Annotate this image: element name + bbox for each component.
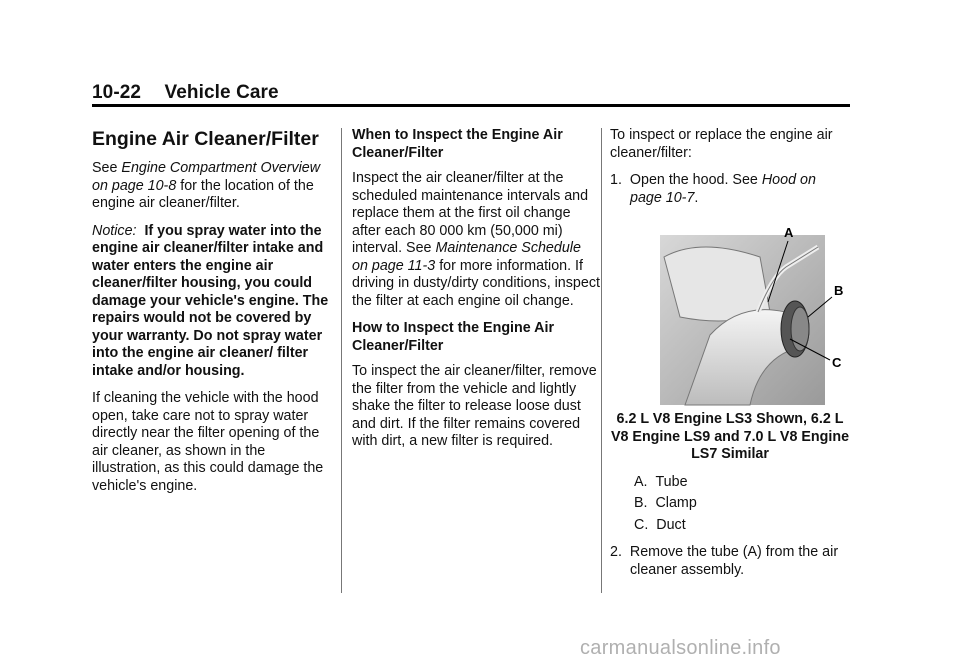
notice-paragraph (92, 223, 329, 381)
step-1 (610, 172, 850, 207)
page-number: 10-22 (92, 82, 142, 103)
cross-reference-link[interactable]: Maintenance Schedule on page 11-3 (352, 240, 581, 274)
callout-b: B (834, 283, 844, 298)
legend-list (610, 474, 850, 535)
callout-c: C (832, 355, 842, 370)
subheading-how-to-inspect: How to Inspect the Engine Air Cleaner/Filter (352, 320, 555, 354)
text-run: Inspect the air cleaner/filter at the scheduled maintenance intervals and replace them at the first oil change after each 80 000 km (50,000 mi) interval. See (352, 170, 589, 256)
column-divider-2 (601, 128, 602, 593)
step-text: Remove the tube (A) from the air cleaner assembly. (629, 544, 839, 578)
illustration-svg (640, 217, 850, 407)
inspect-interval-paragraph (352, 170, 600, 310)
how-to-inspect-paragraph: To inspect the air cleaner/filter, remove the filter from the vehicle and lightly shake the filter to release loose dust and dirt. If the filter remains covered with dirt, a new filter is required. (352, 363, 597, 449)
chapter-title: Vehicle Care (164, 82, 279, 103)
legend-label: Tube (655, 473, 688, 490)
legend-label: Duct (656, 516, 686, 533)
legend-key: C. (634, 516, 649, 533)
cross-reference-link[interactable]: Engine Compartment Overview on page 10-8 (92, 160, 321, 194)
section-title: Engine Air Cleaner/Filter (92, 128, 319, 150)
column-1 (92, 126, 329, 505)
intro-paragraph (92, 160, 329, 213)
column-3 (610, 127, 850, 589)
cleaning-paragraph: If cleaning the vehicle with the hood open, take care not to spray water directly near the filter opening of the air cleaner, as shown in the illustration, as this could damage the vehicle's engine. (92, 390, 324, 494)
legend-key: B. (634, 495, 648, 511)
legend-item-c (610, 517, 850, 535)
subheading-when-to-inspect: When to Inspect the Engine Air Cleaner/Filter (352, 127, 563, 161)
airbox-housing (664, 247, 770, 321)
legend-label: Clamp (655, 495, 697, 511)
text-run: Open the hood. See (629, 172, 762, 188)
legend-item-b (610, 495, 850, 513)
notice-text: If you spray water into the engine air cleaner/filter intake and water enters the engine air cleaner/filter housing, you could damage your vehicle's engine. The repairs would not be covered by your warranty. Do not spray water into the engine air cleaner/ filter intake and/or housing. (92, 222, 329, 379)
step-number: 1. (610, 172, 622, 188)
text-run: See (92, 160, 122, 176)
cross-reference-link[interactable]: Hood on page 10-7 (630, 172, 816, 206)
engine-air-cleaner-illustration (640, 217, 850, 407)
notice-label: Notice: (92, 222, 137, 239)
column-2 (352, 127, 600, 461)
procedure-intro: To inspect or replace the engine air cleaner/filter: (610, 127, 833, 161)
step-number: 2. (610, 544, 622, 560)
text-run: . (694, 189, 699, 206)
page-header (92, 82, 850, 104)
callout-a: A (784, 225, 794, 240)
text-run: for more information. If driving in dusty/dirty conditions, inspect the filter at each engine oil change. (352, 257, 600, 309)
legend-key: A. (634, 473, 648, 490)
column-divider-1 (341, 128, 342, 593)
step-2 (610, 544, 850, 579)
legend-item-a (610, 474, 850, 492)
watermark: carmanualsonline.info (580, 637, 781, 659)
text-run: for the location of the engine air cleaner/filter. (92, 177, 314, 211)
figure-caption: 6.2 L V8 Engine LS3 Shown, 6.2 L V8 Engine LS9 and 7.0 L V8 Engine LS7 Similar (610, 411, 850, 462)
header-rule (92, 104, 850, 107)
